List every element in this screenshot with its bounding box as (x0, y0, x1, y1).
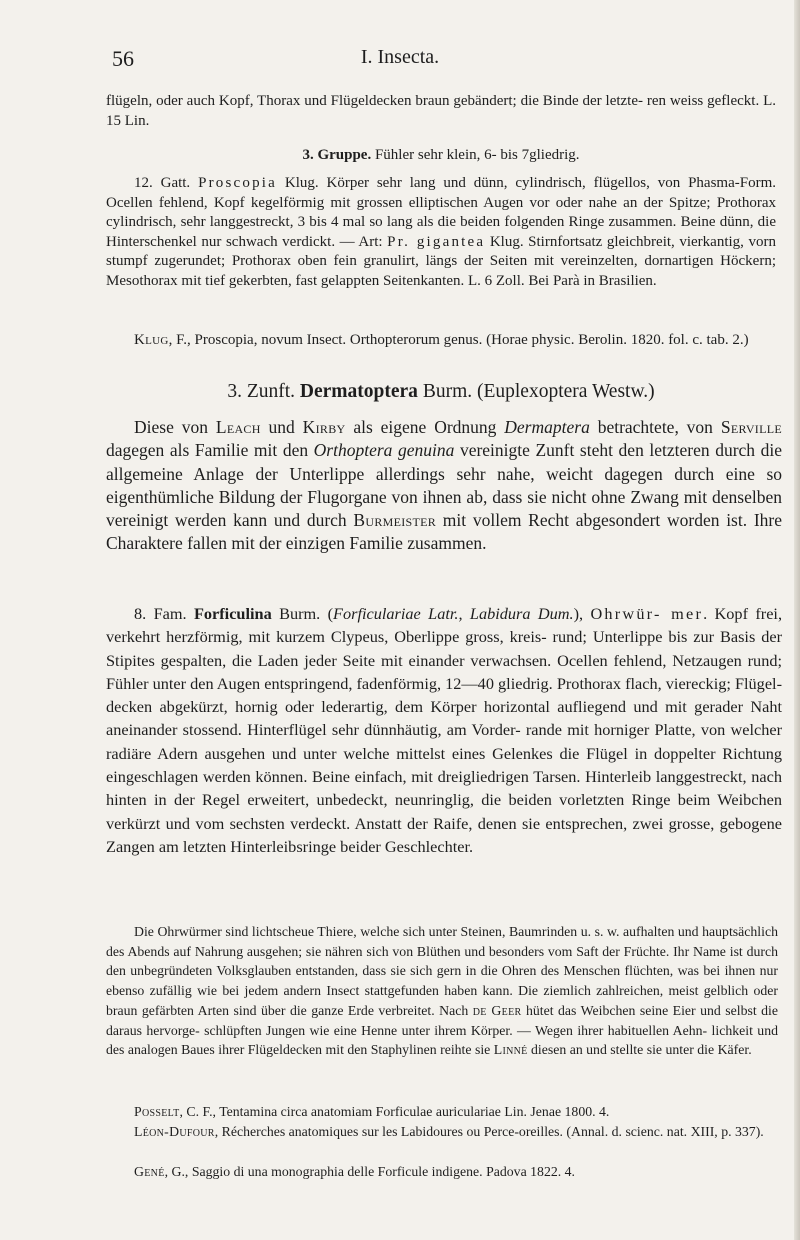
group-number: 3. Gruppe. (302, 147, 372, 163)
intro-text-4: betrachtete, von (589, 417, 721, 437)
page-header (0, 46, 800, 74)
zunft-number: 3. Zunft. (227, 381, 300, 402)
page-edge (794, 0, 800, 1240)
species-name: Pr. gigantea (387, 233, 486, 250)
intro-text-5: dagegen als Familie mit den (106, 440, 314, 461)
reference-leon-dufour (106, 1122, 778, 1142)
family-paragraph (106, 602, 782, 858)
intro-text-2: und (260, 417, 303, 437)
genus-text-1: Klug. Körper sehr lang und dünn, cylindrisch, flügellos, von Phasma-Form. Ocellen fehlend, Kopf kegelförmig mit grossen elliptischen Augen vor oder nahe an der Spitze; Prothorax cylindrisch, sehr langgestreckt, 3 bis 4 mal so lang als die beiden folgenden Ringe zusammen. Beine dünn, die Hinterschenkel nur schwach verdickt. — Art: (106, 175, 777, 250)
family-text-2: ), (573, 604, 591, 623)
author-linne: Linné (493, 1042, 528, 1058)
group-heading (106, 146, 776, 166)
genus-name: Proscopia (198, 175, 278, 191)
zunft-text: Burm. (Euplexoptera Westw.) (417, 381, 655, 402)
reference-text: , F., Proscopia, novum Insect. Orthopterorum genus. (Horae physic. Berolin. 1820. fol. c. tab. 2.) (168, 332, 749, 348)
continued-paragraph: flügeln, oder auch Kopf, Thorax und Flügeldecken braun gebändert; die Binde der letzte- ren weiss gefleckt. L. 15 Lin. (106, 93, 776, 129)
author-burmeister: Burmeister (353, 510, 437, 531)
reference-author: Posselt (134, 1104, 180, 1119)
author-degeer: de Geer (472, 1002, 522, 1018)
note-text-3: diesen an und stellte sie unter die Käfer. (527, 1042, 752, 1058)
running-title: I. Insecta. (360, 46, 440, 68)
author-kirby: Kirby (302, 417, 346, 437)
intro-paragraph (106, 416, 782, 556)
family-common-name: Ohrwür- mer (590, 604, 704, 623)
zunft-name: Dermatoptera (299, 381, 418, 402)
genus-paragraph (106, 174, 776, 292)
genus-number: 12. Gatt. (134, 175, 199, 191)
family-description: . Kopf frei, verkehrt herzförmig, mit kurzem Clypeus, Oberlippe gross, kreis- rund; Unterlippe bis zur Basis der Stipites gespalten, die Laden jeder Seite mit einander verwachsen. Ocellen fehlend, Netzaugen rund; Fühler unter den Augen entspringend, fadenförmig, 12—40 gliedrig. Prothorax flach, viereckig; Flügel- decken abgekürzt, hornig oder lederartig, dem Körper horizontal aufliegend und mit gerader Naht aneinander stossend. Hinterflügel sehr dünnhäutig, am Vorder- rande mit horniger Platte, von welcher radiäre Adern ausgehen und unter welche mittelst eines Gelenkes die Flügel in doppelter Richtung eingeschlagen werden können. Beine einfach, mit dreigliedrigen Tarsen. Hinterleib langgestreckt, nach hinten in der Regel erweitert, unbedeckt, neunringlig, die beiden vorletzten Ringe beim Weibchen verkürzt und vom sechsten verdeckt. Anstatt der Raife, denen sie entsprechen, zwei grosse, gebogene Zangen am letzten Hinterleibsringe beider Geschlechter. (106, 604, 783, 856)
term-orthoptera: Orthoptera genuina (313, 440, 455, 461)
family-number: 8. Fam. (134, 604, 194, 623)
intro-text-7: mit vollem Recht abgesondert worden ist. Ihre Charaktere fallen mit der einzigen Familie zusammen. (106, 510, 782, 554)
intro-text-6: vereinigte Zunft steht den letzteren durch die allgemeine Anlage der Unterlippe allerdings sehr nahe, weicht dagegen durch eine so eigenthümliche Bildung der Flugorgane von ihnen ab, dass sie nicht ohne Zwang mit denselben vereinigt werden kann und durch (106, 440, 782, 531)
reference-gene (106, 1162, 778, 1182)
reference-klug (106, 331, 776, 351)
family-text-1: Burm. ( (271, 604, 334, 623)
page-number: 56 (112, 46, 134, 71)
group-description: Fühler sehr klein, 6- bis 7gliedrig. (371, 147, 580, 163)
family-name: Forficulina (193, 604, 272, 623)
zunft-heading (106, 380, 776, 404)
note-paragraph (106, 922, 778, 1060)
note-text-1: Die Ohrwürmer sind lichtscheue Thiere, welche sich unter Steinen, Baumrinden u. s. w. aufhalten und hauptsächlich des Abends auf Nahrung ausgehen; sie nähren sich von Blüthen und besonders vom Saft der Früchte. Ihr Name ist durch den unbegründeten Volksglauben entstanden, dass sie sich gern in die Ohren des Menschen flüchten, was bei ihnen nur ebenso zufällig wie bei jedem andern Insect stattgefunden haben kann. Die ziemlich zahlreichen, meist gelblich oder braun gefärbten Arten sind über die ganze Erde verbreitet. Nach (106, 924, 778, 1018)
author-leach: Leach (215, 417, 261, 437)
reference-author: Léon-Dufour (134, 1124, 215, 1139)
note-text-2: hütet das Weibchen seine Eier und selbst die daraus hervorge- schlüpften Jungen wie eine Henne unter ihrem Körper. — Wegen ihrer habituellen Aehn- lichkeit und des analogen Baues ihrer Flügeldecken mit den Staphylinen reihte sie (106, 1002, 778, 1058)
intro-text-3: als eigene Ordnung (345, 417, 505, 437)
reference-author: Gené (134, 1164, 165, 1179)
family-synonyms: Forficulariae Latr., Labidura Dum. (333, 604, 574, 623)
reference-author: Klug (134, 332, 169, 348)
genus-text-2: Klug. Stirnfortsatz gleichbreit, vierkantig, vorn stumpf zugerundet; Prothorax oben fein granulirt, längs der Seiten mit vereinzelten, dornartigen Höckern; Mesothorax mit tief gekerbten, fast gelappten Seitenkanten. L. 6 Zoll. Bei Parà in Brasilien. (106, 233, 776, 289)
reference-text: , G., Saggio di una monographia delle Forficule indigene. Padova 1822. 4. (164, 1164, 575, 1179)
reference-text: , Récherches anatomiques sur les Labidoures ou Perce-oreilles. (Annal. d. scienc. nat. XIII, p. 337). (214, 1124, 764, 1139)
reference-text: , C. F., Tentamina circa anatomiam Forficulae auriculariae Lin. Jenae 1800. 4. (179, 1104, 610, 1119)
intro-text-1: Diese von (134, 417, 216, 437)
reference-posselt (106, 1102, 778, 1122)
term-dermaptera: Dermaptera (504, 417, 590, 437)
author-serville: Serville (720, 417, 782, 437)
